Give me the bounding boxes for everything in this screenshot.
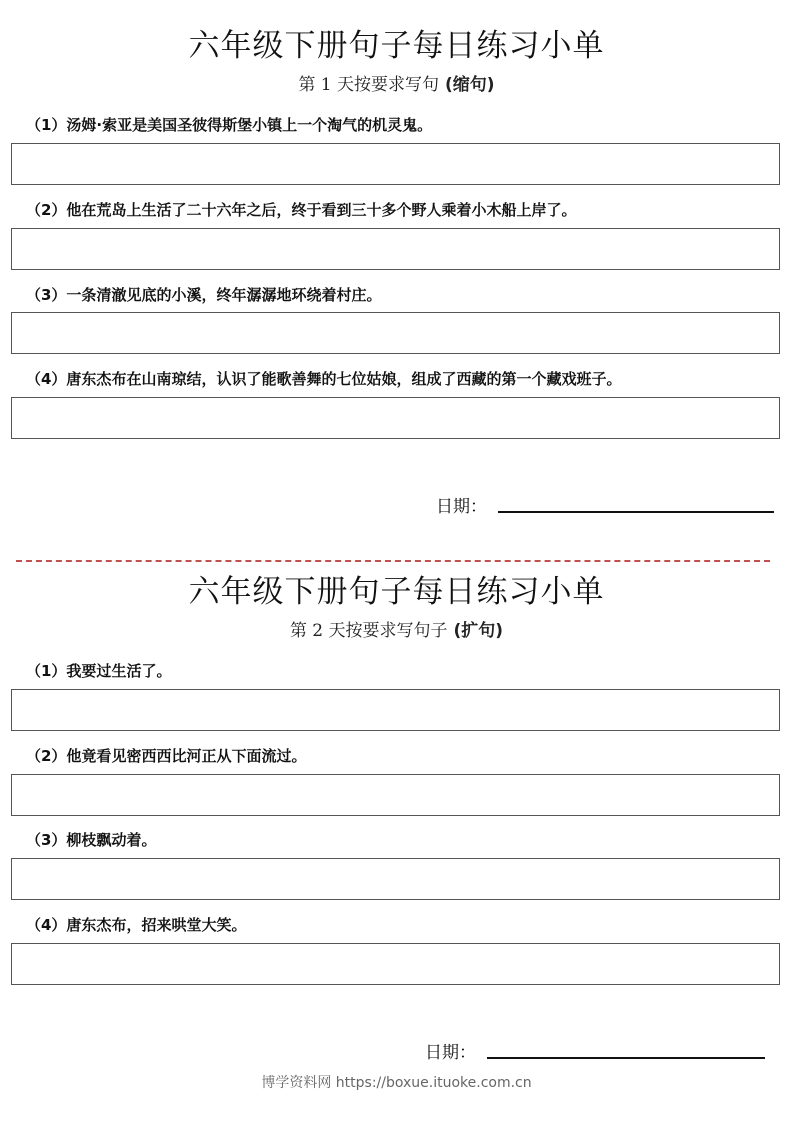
answer-box-1-2[interactable] xyxy=(11,228,780,270)
worksheet-subtitle-2 xyxy=(0,616,793,641)
date-field-2[interactable] xyxy=(487,1057,765,1059)
question-2-2: （2）他竟看见密西西比河正从下面流过。 xyxy=(26,747,307,765)
question-2-3: （3）柳枝飘动着。 xyxy=(26,831,157,849)
question-1-1: （1）汤姆·索亚是美国圣彼得斯堡小镇上一个淘气的机灵鬼。 xyxy=(26,116,433,134)
question-1-3: （3）一条清澈见底的小溪，终年潺潺地环绕着村庄。 xyxy=(26,286,382,304)
answer-box-2-4[interactable] xyxy=(11,943,780,985)
question-2-4: （4）唐东杰布，招来哄堂大笑。 xyxy=(26,916,247,934)
question-2-1: （1）我要过生活了。 xyxy=(26,662,172,680)
answer-box-1-4[interactable] xyxy=(11,397,780,439)
worksheet-title-2: 六年级下册句子每日练习小单 xyxy=(188,574,605,610)
question-1-4: （4）唐东杰布在山南琼结，认识了能歌善舞的七位姑娘，组成了西藏的第一个藏戏班子。 xyxy=(26,370,622,388)
footer-watermark: 博学资料网 https://boxue.ituoke.com.cn xyxy=(261,1075,532,1091)
answer-box-1-3[interactable] xyxy=(11,312,780,354)
worksheet-title-1: 六年级下册句子每日练习小单 xyxy=(188,28,605,64)
answer-box-2-2[interactable] xyxy=(11,774,780,816)
worksheet-subtitle-1 xyxy=(0,70,793,95)
subtitle-tag: (扩句) xyxy=(453,621,504,641)
subtitle-tag: (缩句) xyxy=(445,75,495,95)
answer-box-2-1[interactable] xyxy=(11,689,780,731)
date-label-2: 日期： xyxy=(425,1043,476,1063)
subtitle-text: 第 2 天按要求写句子 xyxy=(289,621,448,641)
section-divider xyxy=(16,560,770,562)
question-1-2: （2）他在荒岛上生活了二十六年之后，终于看到三十多个野人乘着小木船上岸了。 xyxy=(26,201,577,219)
date-field-1[interactable] xyxy=(498,511,774,513)
subtitle-text: 第 1 天按要求写句 xyxy=(298,75,440,95)
answer-box-1-1[interactable] xyxy=(11,143,780,185)
answer-box-2-3[interactable] xyxy=(11,858,780,900)
date-label-1: 日期： xyxy=(436,497,487,517)
